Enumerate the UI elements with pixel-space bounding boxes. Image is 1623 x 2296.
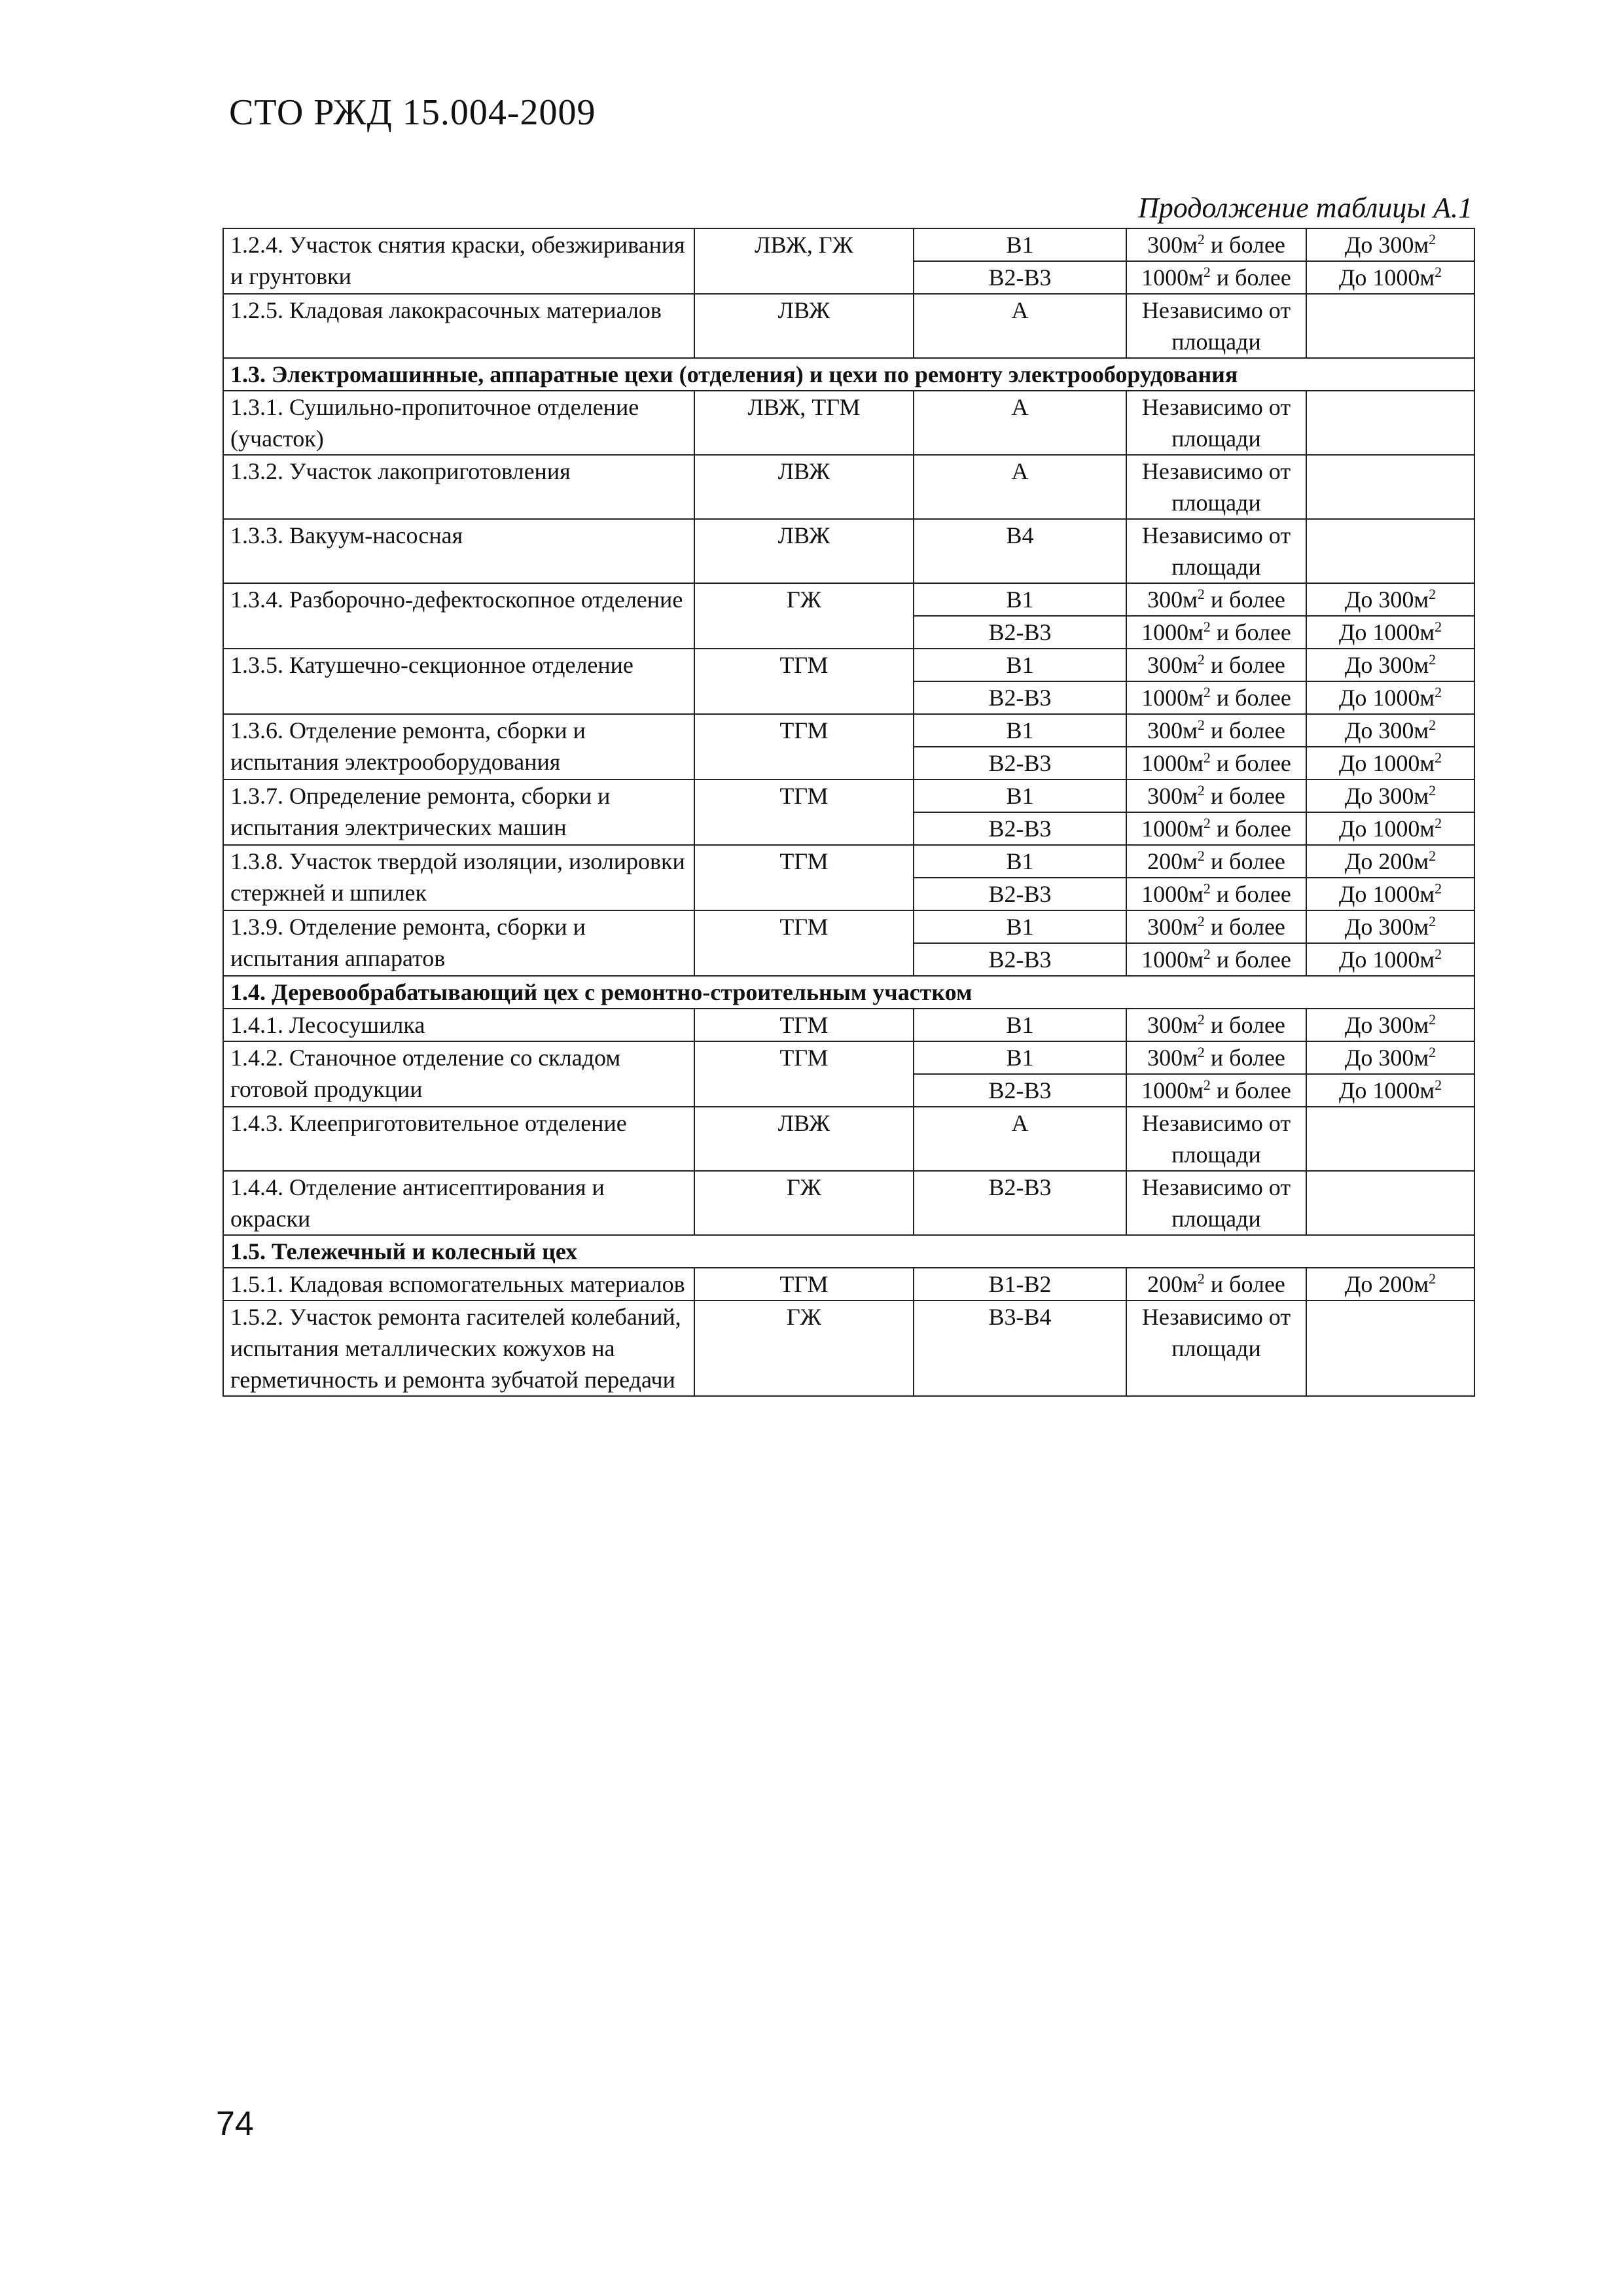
area-suffix: и более — [1210, 816, 1291, 842]
category-cell: В3-В4 — [914, 1300, 1126, 1396]
area-value: 1000м — [1141, 881, 1204, 907]
limit-cell — [1306, 1041, 1474, 1074]
area-value: 300м — [1147, 232, 1198, 258]
table-row — [223, 1041, 1474, 1074]
table-row — [223, 780, 1474, 812]
section-title: 1.3. Электромашинные, аппаратные цехи (отделения) и цехи по ремонту электрооборудования — [223, 358, 1474, 391]
category-cell: В2-В3 — [914, 943, 1126, 976]
room-name-cell: 1.3.4. Разборочно-дефектоскопное отделение — [223, 583, 694, 649]
category-cell: В1 — [914, 910, 1126, 943]
area-superscript: 2 — [1203, 946, 1211, 962]
limit-value: До 1000м — [1338, 946, 1435, 973]
category-cell: В1 — [914, 780, 1126, 812]
room-name-cell: 1.3.2. Участок лакоприготовления — [223, 455, 694, 519]
area-superscript: 2 — [1197, 1044, 1205, 1060]
area-value: Независимо от площади — [1141, 522, 1291, 580]
material-cell: ЛВЖ, ГЖ — [694, 228, 914, 294]
table-row — [223, 1009, 1474, 1041]
limit-cell — [1306, 294, 1474, 358]
category-cell: В1 — [914, 228, 1126, 261]
area-cell — [1126, 583, 1306, 616]
area-cell — [1126, 747, 1306, 780]
table-row — [223, 845, 1474, 878]
area-superscript: 2 — [1197, 586, 1205, 602]
area-superscript: 2 — [1197, 848, 1205, 864]
area-cell — [1126, 616, 1306, 649]
limit-superscript: 2 — [1429, 1270, 1436, 1287]
area-value: 300м — [1147, 914, 1198, 940]
category-cell: В2-В3 — [914, 1074, 1126, 1107]
limit-cell — [1306, 616, 1474, 649]
area-value: 300м — [1147, 717, 1198, 744]
area-value: Независимо от площади — [1141, 458, 1291, 516]
room-name-cell: 1.4.3. Клееприготовительное отделение — [223, 1107, 694, 1171]
fire-category-table — [223, 228, 1475, 1397]
limit-cell — [1306, 878, 1474, 910]
material-cell: ТГМ — [694, 910, 914, 976]
table-row — [223, 228, 1474, 261]
category-cell: В1 — [914, 1041, 1126, 1074]
limit-cell — [1306, 1074, 1474, 1107]
area-suffix: и более — [1204, 232, 1285, 258]
limit-cell — [1306, 812, 1474, 845]
limit-value: До 300м — [1344, 1012, 1429, 1038]
category-cell: В2-В3 — [914, 812, 1126, 845]
table-row — [223, 1171, 1474, 1235]
area-value: 300м — [1147, 652, 1198, 678]
table-body — [223, 228, 1474, 1396]
category-cell: В1 — [914, 845, 1126, 878]
area-suffix: и более — [1204, 717, 1285, 744]
section-title: 1.5. Тележечный и колесный цех — [223, 1235, 1474, 1268]
category-cell: А — [914, 1107, 1126, 1171]
table-row — [223, 910, 1474, 943]
category-cell: А — [914, 391, 1126, 455]
area-superscript: 2 — [1203, 619, 1211, 635]
limit-cell — [1306, 261, 1474, 294]
area-cell — [1126, 812, 1306, 845]
limit-value: До 1000м — [1338, 1077, 1435, 1103]
limit-superscript: 2 — [1435, 619, 1442, 635]
area-suffix: и более — [1210, 946, 1291, 973]
limit-value: До 300м — [1344, 232, 1429, 258]
room-name-cell: 1.3.5. Катушечно-секционное отделение — [223, 649, 694, 714]
area-cell — [1126, 1041, 1306, 1074]
area-cell — [1126, 1107, 1306, 1171]
limit-cell — [1306, 583, 1474, 616]
limit-superscript: 2 — [1435, 264, 1442, 280]
category-cell: В1 — [914, 583, 1126, 616]
material-cell: ГЖ — [694, 1171, 914, 1235]
area-superscript: 2 — [1203, 815, 1211, 831]
material-cell: ГЖ — [694, 1300, 914, 1396]
limit-value: До 300м — [1344, 717, 1429, 744]
category-cell: В4 — [914, 519, 1126, 583]
area-value: Независимо от площади — [1141, 1304, 1291, 1361]
area-value: 1000м — [1141, 619, 1204, 645]
document-code: СТО РЖД 15.004-2009 — [229, 92, 596, 133]
room-name-cell: 1.2.4. Участок снятия краски, обезжиривания и грунтовки — [223, 228, 694, 294]
limit-superscript: 2 — [1429, 717, 1436, 733]
limit-cell — [1306, 519, 1474, 583]
table-row — [223, 1107, 1474, 1171]
limit-superscript: 2 — [1429, 913, 1436, 929]
material-cell: ТГМ — [694, 1268, 914, 1300]
room-name-cell: 1.3.3. Вакуум-насосная — [223, 519, 694, 583]
area-cell — [1126, 714, 1306, 747]
area-cell — [1126, 294, 1306, 358]
area-suffix: и более — [1204, 1012, 1285, 1038]
limit-value: До 1000м — [1338, 816, 1435, 842]
category-cell: В2-В3 — [914, 261, 1126, 294]
category-cell: А — [914, 455, 1126, 519]
area-superscript: 2 — [1203, 880, 1211, 897]
area-suffix: и более — [1204, 652, 1285, 678]
area-suffix: и более — [1210, 264, 1291, 291]
material-cell: ГЖ — [694, 583, 914, 649]
table-row — [223, 1300, 1474, 1396]
limit-cell — [1306, 391, 1474, 455]
area-cell — [1126, 455, 1306, 519]
area-cell — [1126, 1171, 1306, 1235]
limit-superscript: 2 — [1429, 1044, 1436, 1060]
limit-cell — [1306, 681, 1474, 714]
area-value: Независимо от площади — [1141, 394, 1291, 452]
area-cell — [1126, 391, 1306, 455]
category-cell: В2-В3 — [914, 616, 1126, 649]
limit-superscript: 2 — [1435, 684, 1442, 700]
category-cell: В1 — [914, 649, 1126, 681]
room-name-cell: 1.4.2. Станочное отделение со складом готовой продукции — [223, 1041, 694, 1107]
area-superscript: 2 — [1203, 684, 1211, 700]
limit-cell — [1306, 1107, 1474, 1171]
limit-value: До 1000м — [1338, 685, 1435, 711]
room-name-cell: 1.3.8. Участок твердой изоляции, изолировки стержней и шпилек — [223, 845, 694, 910]
table-row — [223, 649, 1474, 681]
limit-superscript: 2 — [1429, 231, 1436, 247]
area-suffix: и более — [1210, 619, 1291, 645]
limit-cell — [1306, 780, 1474, 812]
limit-superscript: 2 — [1429, 782, 1436, 798]
area-cell — [1126, 519, 1306, 583]
category-cell: В2-В3 — [914, 1171, 1126, 1235]
category-cell: В2-В3 — [914, 681, 1126, 714]
material-cell: ТГМ — [694, 649, 914, 714]
room-name-cell: 1.4.4. Отделение антисептирования и окраски — [223, 1171, 694, 1235]
limit-superscript: 2 — [1429, 848, 1436, 864]
category-cell: В1-В2 — [914, 1268, 1126, 1300]
material-cell: ТГМ — [694, 845, 914, 910]
table-row — [223, 1268, 1474, 1300]
limit-superscript: 2 — [1435, 749, 1442, 766]
limit-cell — [1306, 1009, 1474, 1041]
area-value: 1000м — [1141, 750, 1204, 776]
room-name-cell: 1.5.1. Кладовая вспомогательных материалов — [223, 1268, 694, 1300]
area-cell — [1126, 878, 1306, 910]
area-superscript: 2 — [1197, 651, 1205, 668]
room-name-cell: 1.3.7. Определение ремонта, сборки и испытания электрических машин — [223, 780, 694, 845]
area-value: 300м — [1147, 1012, 1198, 1038]
area-value: 200м — [1147, 848, 1198, 874]
limit-cell — [1306, 910, 1474, 943]
table-row — [223, 519, 1474, 583]
area-cell — [1126, 780, 1306, 812]
category-cell: В1 — [914, 714, 1126, 747]
area-value: Независимо от площади — [1141, 1110, 1291, 1168]
area-value: 200м — [1147, 1271, 1198, 1297]
limit-superscript: 2 — [1429, 651, 1436, 668]
table-row — [223, 391, 1474, 455]
limit-superscript: 2 — [1435, 815, 1442, 831]
area-cell — [1126, 228, 1306, 261]
area-suffix: и более — [1204, 783, 1285, 809]
area-suffix: и более — [1204, 1271, 1285, 1297]
area-cell — [1126, 1268, 1306, 1300]
room-name-cell: 1.4.1. Лесосушилка — [223, 1009, 694, 1041]
room-name-cell: 1.3.1. Сушильно-пропиточное отделение (участок) — [223, 391, 694, 455]
area-value: 1000м — [1141, 816, 1204, 842]
material-cell: ЛВЖ — [694, 1107, 914, 1171]
area-cell — [1126, 1074, 1306, 1107]
table-row — [223, 583, 1474, 616]
limit-cell — [1306, 1300, 1474, 1396]
table-row — [223, 294, 1474, 358]
area-cell — [1126, 910, 1306, 943]
limit-value: До 200м — [1344, 1271, 1429, 1297]
limit-superscript: 2 — [1429, 586, 1436, 602]
area-cell — [1126, 943, 1306, 976]
material-cell: ТГМ — [694, 1009, 914, 1041]
limit-value: До 300м — [1344, 783, 1429, 809]
room-name-cell: 1.3.6. Отделение ремонта, сборки и испытания электрооборудования — [223, 714, 694, 780]
category-cell: В2-В3 — [914, 747, 1126, 780]
limit-value: До 1000м — [1338, 264, 1435, 291]
material-cell: ТГМ — [694, 1041, 914, 1107]
limit-value: До 1000м — [1338, 750, 1435, 776]
page-number: 74 — [216, 2105, 254, 2143]
area-value: Независимо от площади — [1141, 1174, 1291, 1232]
limit-cell — [1306, 1268, 1474, 1300]
area-cell — [1126, 845, 1306, 878]
material-cell: ТГМ — [694, 714, 914, 780]
area-value: Независимо от площади — [1141, 297, 1291, 355]
limit-value: До 300м — [1344, 1045, 1429, 1071]
limit-value: До 300м — [1344, 586, 1429, 613]
area-superscript: 2 — [1197, 717, 1205, 733]
material-cell: ЛВЖ, ТГМ — [694, 391, 914, 455]
limit-superscript: 2 — [1435, 880, 1442, 897]
area-value: 1000м — [1141, 1077, 1204, 1103]
room-name-cell: 1.2.5. Кладовая лакокрасочных материалов — [223, 294, 694, 358]
area-superscript: 2 — [1203, 1077, 1211, 1093]
area-suffix: и более — [1204, 1045, 1285, 1071]
area-value: 300м — [1147, 1045, 1198, 1071]
limit-cell — [1306, 1171, 1474, 1235]
limit-value: До 1000м — [1338, 881, 1435, 907]
material-cell: ЛВЖ — [694, 294, 914, 358]
area-value: 300м — [1147, 783, 1198, 809]
limit-value: До 300м — [1344, 914, 1429, 940]
area-superscript: 2 — [1197, 782, 1205, 798]
room-name-cell: 1.3.9. Отделение ремонта, сборки и испытания аппаратов — [223, 910, 694, 976]
limit-cell — [1306, 228, 1474, 261]
area-cell — [1126, 261, 1306, 294]
area-superscript: 2 — [1197, 231, 1205, 247]
area-superscript: 2 — [1197, 913, 1205, 929]
area-value: 300м — [1147, 586, 1198, 613]
section-title: 1.4. Деревообрабатывающий цех с ремонтно-строительным участком — [223, 976, 1474, 1009]
area-cell — [1126, 1009, 1306, 1041]
limit-superscript: 2 — [1429, 1011, 1436, 1028]
area-suffix: и более — [1210, 750, 1291, 776]
area-suffix: и более — [1204, 586, 1285, 613]
area-suffix: и более — [1210, 685, 1291, 711]
limit-cell — [1306, 845, 1474, 878]
limit-value: До 200м — [1344, 848, 1429, 874]
area-superscript: 2 — [1197, 1011, 1205, 1028]
category-cell: В1 — [914, 1009, 1126, 1041]
limit-cell — [1306, 943, 1474, 976]
limit-cell — [1306, 649, 1474, 681]
material-cell: ЛВЖ — [694, 519, 914, 583]
material-cell: ТГМ — [694, 780, 914, 845]
area-superscript: 2 — [1203, 749, 1211, 766]
area-suffix: и более — [1210, 1077, 1291, 1103]
area-superscript: 2 — [1203, 264, 1211, 280]
area-suffix: и более — [1204, 914, 1285, 940]
area-suffix: и более — [1210, 881, 1291, 907]
area-value: 1000м — [1141, 946, 1204, 973]
limit-superscript: 2 — [1435, 1077, 1442, 1093]
section-row — [223, 1235, 1474, 1268]
table-continuation-label: Продолжение таблицы А.1 — [1138, 192, 1472, 224]
category-cell: В2-В3 — [914, 878, 1126, 910]
limit-value: До 300м — [1344, 652, 1429, 678]
table-row — [223, 455, 1474, 519]
limit-cell — [1306, 714, 1474, 747]
room-name-cell: 1.5.2. Участок ремонта гасителей колебаний, испытания металлических кожухов на герметичность и ремонта зубчатой передачи — [223, 1300, 694, 1396]
material-cell: ЛВЖ — [694, 455, 914, 519]
area-cell — [1126, 1300, 1306, 1396]
area-value: 1000м — [1141, 685, 1204, 711]
limit-cell — [1306, 455, 1474, 519]
limit-cell — [1306, 747, 1474, 780]
section-row — [223, 976, 1474, 1009]
area-suffix: и более — [1204, 848, 1285, 874]
limit-value: До 1000м — [1338, 619, 1435, 645]
area-superscript: 2 — [1197, 1270, 1205, 1287]
area-cell — [1126, 649, 1306, 681]
area-value: 1000м — [1141, 264, 1204, 291]
limit-superscript: 2 — [1435, 946, 1442, 962]
table-row — [223, 714, 1474, 747]
category-cell: А — [914, 294, 1126, 358]
area-cell — [1126, 681, 1306, 714]
section-row — [223, 358, 1474, 391]
